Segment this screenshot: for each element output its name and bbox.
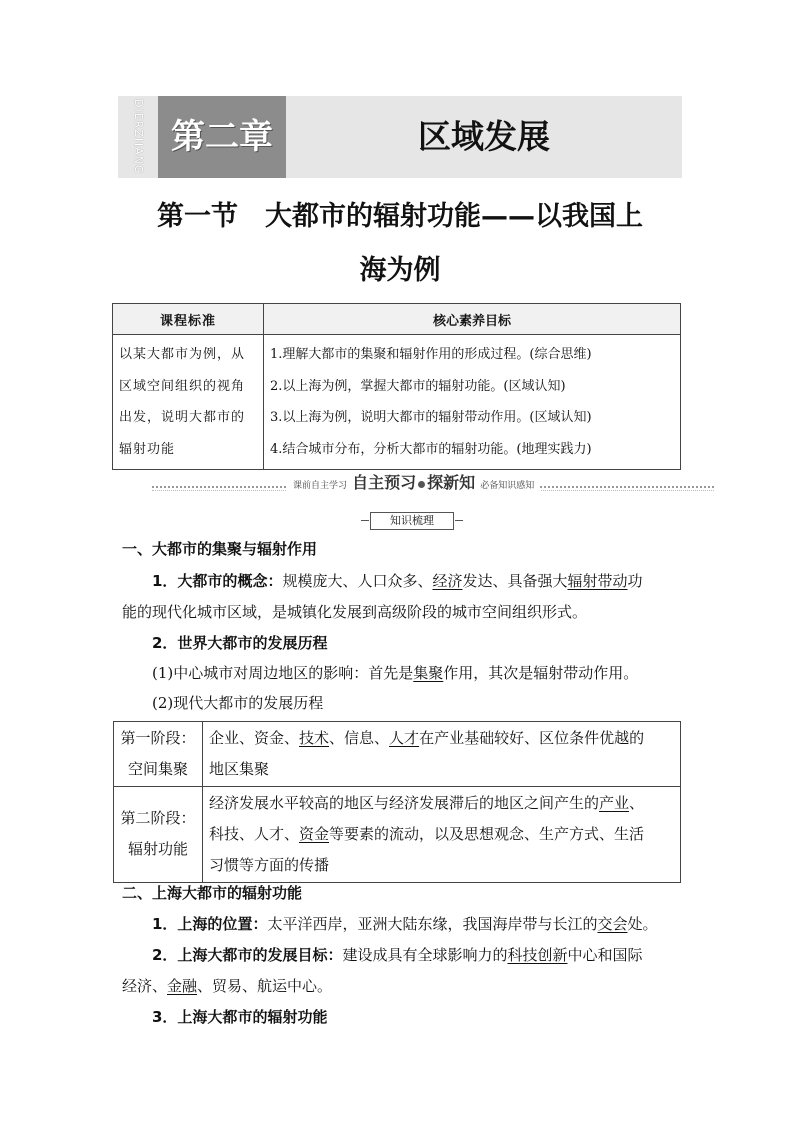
goal-item: 2.以上海为例，掌握大都市的辐射功能。(区域认知) bbox=[270, 378, 566, 394]
table-row bbox=[114, 722, 681, 787]
header-standard: 课程标准 bbox=[113, 304, 264, 335]
paragraph-1: 1．大都市的概念：规模庞大、人口众多、经济发达、具备强大辐射带动功 bbox=[152, 572, 643, 590]
paragraph-7: 3．上海大都市的辐射功能 bbox=[152, 1008, 328, 1026]
goal-item: 4.结合城市分布，分析大都市的辐射功能。(地理实践力) bbox=[270, 441, 592, 457]
chapter-title: 区域发展 bbox=[418, 117, 550, 156]
paragraph-3: (1)中心城市对周边地区的影响：首先是集聚作用，其次是辐射带动作用。 bbox=[152, 664, 639, 682]
stage-label: 第一阶段： 空间集聚 bbox=[114, 722, 203, 787]
paragraph-6-cont: 经济、金融、贸易、航运中心。 bbox=[122, 977, 333, 995]
standards-table bbox=[112, 303, 681, 470]
heading-1: 一、大都市的集聚与辐射作用 bbox=[122, 540, 318, 558]
chapter-label: 第二章 bbox=[158, 96, 286, 178]
band-right-text: 必备知识感知 bbox=[480, 481, 535, 491]
band-left-text: 课前自主学习 bbox=[293, 481, 348, 491]
goal-item: 1.理解大都市的集聚和辐射作用的形成过程。(综合思维) bbox=[270, 347, 592, 362]
band-main-b: 探新知 bbox=[427, 473, 476, 492]
stage-text: 企业、资金、技术、信息、人才在产业基础较好、区位条件优越的 地区集聚 bbox=[203, 722, 681, 787]
header-goals: 核心素养目标 bbox=[264, 304, 681, 335]
paragraph-1-cont: 能的现代化城市区域，是城镇化发展到高级阶段的城市空间组织形式。 bbox=[122, 603, 588, 621]
heading-2: 二、上海大都市的辐射功能 bbox=[122, 884, 303, 902]
stages-table bbox=[113, 721, 681, 883]
preview-band bbox=[152, 470, 714, 492]
goal-item: 3.以上海为例，说明大都市的辐射带动作用。(区域认知) bbox=[270, 410, 592, 425]
table-row bbox=[114, 787, 681, 883]
goals-list bbox=[264, 335, 681, 470]
standard-text: 以某大都市为例，从区域空间组织的视角出发，说明大都市的辐射功能 bbox=[113, 335, 264, 470]
chapter-pinyin: DIERZHANG bbox=[118, 96, 158, 178]
stage-text: 经济发展水平较高的地区与经济发展滞后的地区之间产生的产业、 科技、人才、资金等要素的流动，以及思想观念、生产方式、生活 习惯等方面的传播 bbox=[203, 787, 681, 883]
paragraph-5: 1．上海的位置：太平洋西岸，亚洲大陆东缘，我国海岸带与长江的交会处。 bbox=[152, 915, 658, 933]
bullet-icon bbox=[418, 481, 425, 488]
paragraph-6: 2．上海大都市的发展目标：建设成具有全球影响力的科技创新中心和国际 bbox=[152, 946, 643, 964]
paragraph-4: (2)现代大都市的发展历程 bbox=[152, 694, 324, 712]
stage-label: 第二阶段： 辐射功能 bbox=[114, 787, 203, 883]
paragraph-2: 2．世界大都市的发展历程 bbox=[152, 634, 328, 652]
section-tag: 知识梳理 bbox=[370, 512, 454, 530]
section-title: 第一节 大都市的辐射功能——以我国上 海为例 bbox=[157, 201, 643, 286]
band-main-a: 自主预习 bbox=[352, 473, 417, 492]
